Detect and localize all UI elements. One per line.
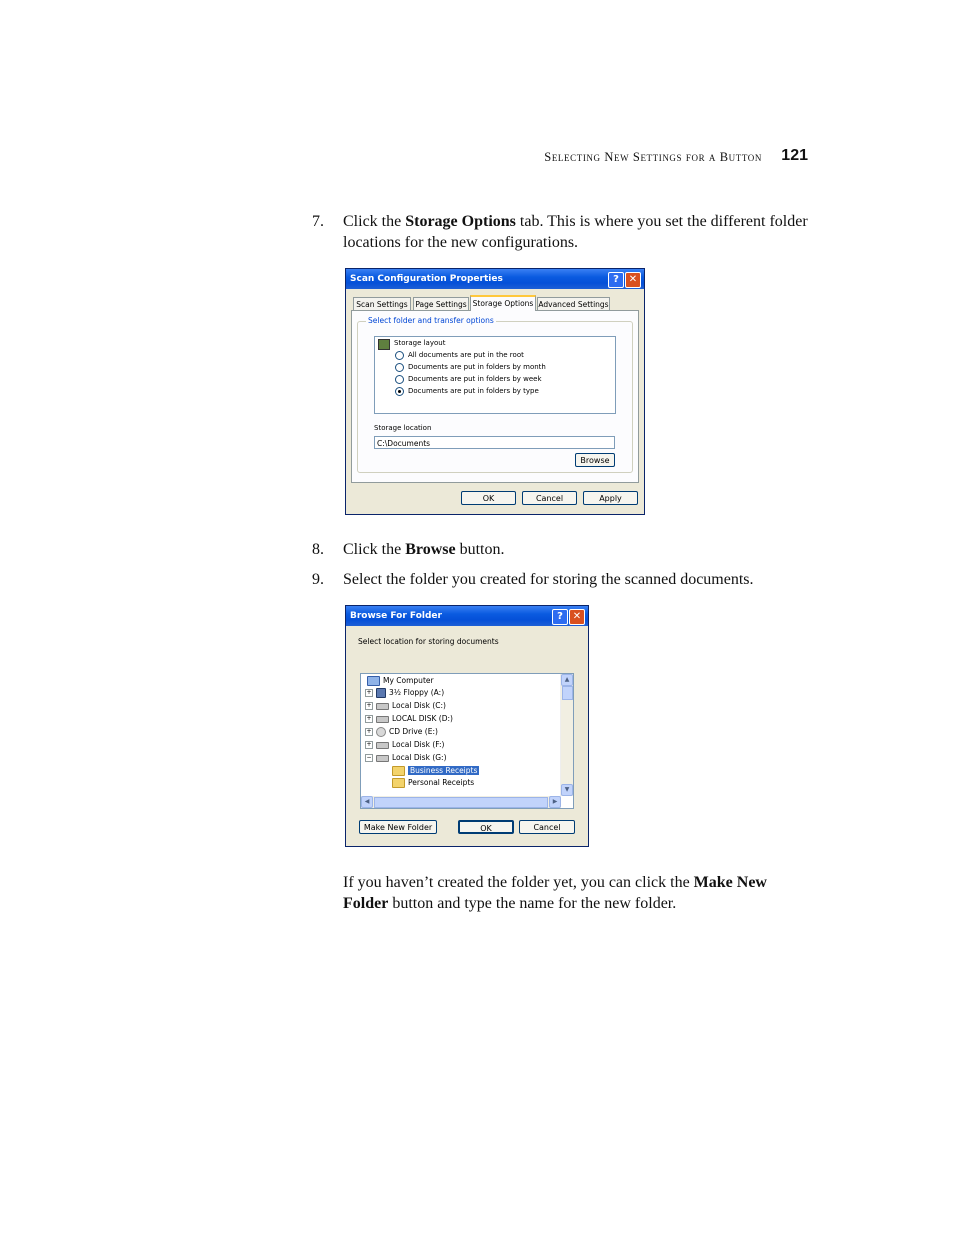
folder-tree[interactable] <box>360 673 574 809</box>
step-9 <box>312 569 808 591</box>
make-new-folder-button[interactable]: Make New Folder <box>359 820 437 834</box>
folder-icon <box>392 766 405 776</box>
scroll-down-icon[interactable]: ▼ <box>561 784 573 796</box>
tab-scan-settings[interactable]: Scan Settings <box>353 297 411 310</box>
help-button[interactable]: ? <box>552 609 568 625</box>
radio-month[interactable] <box>395 363 404 372</box>
step-number: 9. <box>312 571 324 588</box>
storage-layout-icon <box>378 339 390 350</box>
collapse-icon[interactable]: − <box>366 754 372 761</box>
ok-button[interactable]: OK <box>458 820 514 834</box>
drive-icon <box>376 703 389 710</box>
tab-advanced-settings[interactable]: Advanced Settings <box>537 297 610 310</box>
browse-prompt: Select location for storing documents <box>358 637 499 646</box>
expand-icon[interactable]: + <box>366 689 372 696</box>
cd-icon <box>376 727 386 737</box>
step-7 <box>312 211 808 255</box>
expand-icon[interactable]: + <box>366 741 372 748</box>
tree-item[interactable]: + CD Drive (E:) <box>366 727 438 736</box>
transfer-options-group <box>357 316 633 473</box>
radio-week[interactable] <box>395 375 404 384</box>
storage-location-field[interactable]: C:\Documents <box>374 436 615 449</box>
cancel-button[interactable]: Cancel <box>522 491 577 505</box>
radio-type[interactable] <box>395 387 404 396</box>
radio-root[interactable] <box>395 351 404 360</box>
drive-icon <box>376 716 389 723</box>
scroll-thumb[interactable] <box>374 797 548 808</box>
step-number: 8. <box>312 541 324 558</box>
page-number: 121 <box>781 147 808 164</box>
tree-item[interactable]: + 3½ Floppy (A:) <box>366 688 445 697</box>
expand-icon[interactable]: + <box>366 728 372 735</box>
help-button[interactable]: ? <box>608 272 624 288</box>
option-label: Documents are put in folders by month <box>408 363 546 371</box>
close-button[interactable]: ✕ <box>569 609 585 625</box>
scan-configuration-dialog <box>345 268 645 515</box>
dialog-titlebar: Scan Configuration Properties <box>346 269 644 289</box>
browse-folder-dialog <box>345 605 589 847</box>
closing-paragraph: If you haven’t created the folder yet, you can click the Make New Folder button and type the name for the new folder. <box>343 874 767 912</box>
expand-icon[interactable]: + <box>366 702 372 709</box>
running-header-title: Selecting New Settings for a Button <box>544 150 762 164</box>
storage-layout-label: Storage layout <box>394 339 446 347</box>
scroll-left-icon[interactable]: ◀ <box>361 796 373 808</box>
running-header <box>0 148 808 168</box>
dialog-titlebar: Browse For Folder <box>346 606 588 626</box>
horizontal-scrollbar[interactable] <box>361 796 561 808</box>
step-number: 7. <box>312 213 324 230</box>
option-label: All documents are put in the root <box>408 351 524 359</box>
scroll-up-icon[interactable]: ▲ <box>561 674 573 686</box>
folder-icon <box>392 778 405 788</box>
computer-icon <box>367 676 380 686</box>
scroll-thumb[interactable] <box>562 686 573 700</box>
close-button[interactable]: ✕ <box>625 272 641 288</box>
option-label: Documents are put in folders by type <box>408 387 539 395</box>
ok-button[interactable]: OK <box>461 491 516 505</box>
vertical-scrollbar[interactable] <box>560 674 573 796</box>
expand-icon[interactable]: + <box>366 715 372 722</box>
tree-item[interactable]: + Local Disk (C:) <box>366 701 446 710</box>
tab-panel <box>351 310 639 483</box>
cancel-button[interactable]: Cancel <box>519 820 575 834</box>
tab-page-settings[interactable]: Page Settings <box>413 297 469 310</box>
browse-button[interactable]: Browse <box>575 453 615 467</box>
tree-item-selected[interactable]: Business Receipts <box>392 765 479 777</box>
step-8 <box>312 539 808 561</box>
step-text: Select the folder you created for storing the scanned documents. <box>343 571 754 588</box>
option-label: Documents are put in folders by week <box>408 375 542 383</box>
drive-icon <box>376 742 389 749</box>
drive-icon <box>376 755 389 762</box>
scroll-right-icon[interactable]: ▶ <box>549 796 561 808</box>
floppy-icon <box>376 688 386 698</box>
group-label: Select folder and transfer options <box>368 316 494 325</box>
step-text: Click the Storage Options tab. This is where you set the different folder locations for the new configurations. <box>343 213 808 251</box>
apply-button[interactable]: Apply <box>583 491 638 505</box>
tree-item[interactable]: My Computer <box>367 675 434 687</box>
storage-location-label: Storage location <box>374 424 432 432</box>
tree-item[interactable]: Personal Receipts <box>392 777 474 789</box>
tree-item[interactable]: + Local Disk (F:) <box>366 740 445 749</box>
tree-item[interactable]: − Local Disk (G:) <box>366 753 447 762</box>
storage-layout-box <box>374 336 616 414</box>
tab-storage-options[interactable]: Storage Options <box>470 295 536 311</box>
tree-item[interactable]: + LOCAL DISK (D:) <box>366 714 453 723</box>
step-text: Click the Browse button. <box>343 541 505 558</box>
